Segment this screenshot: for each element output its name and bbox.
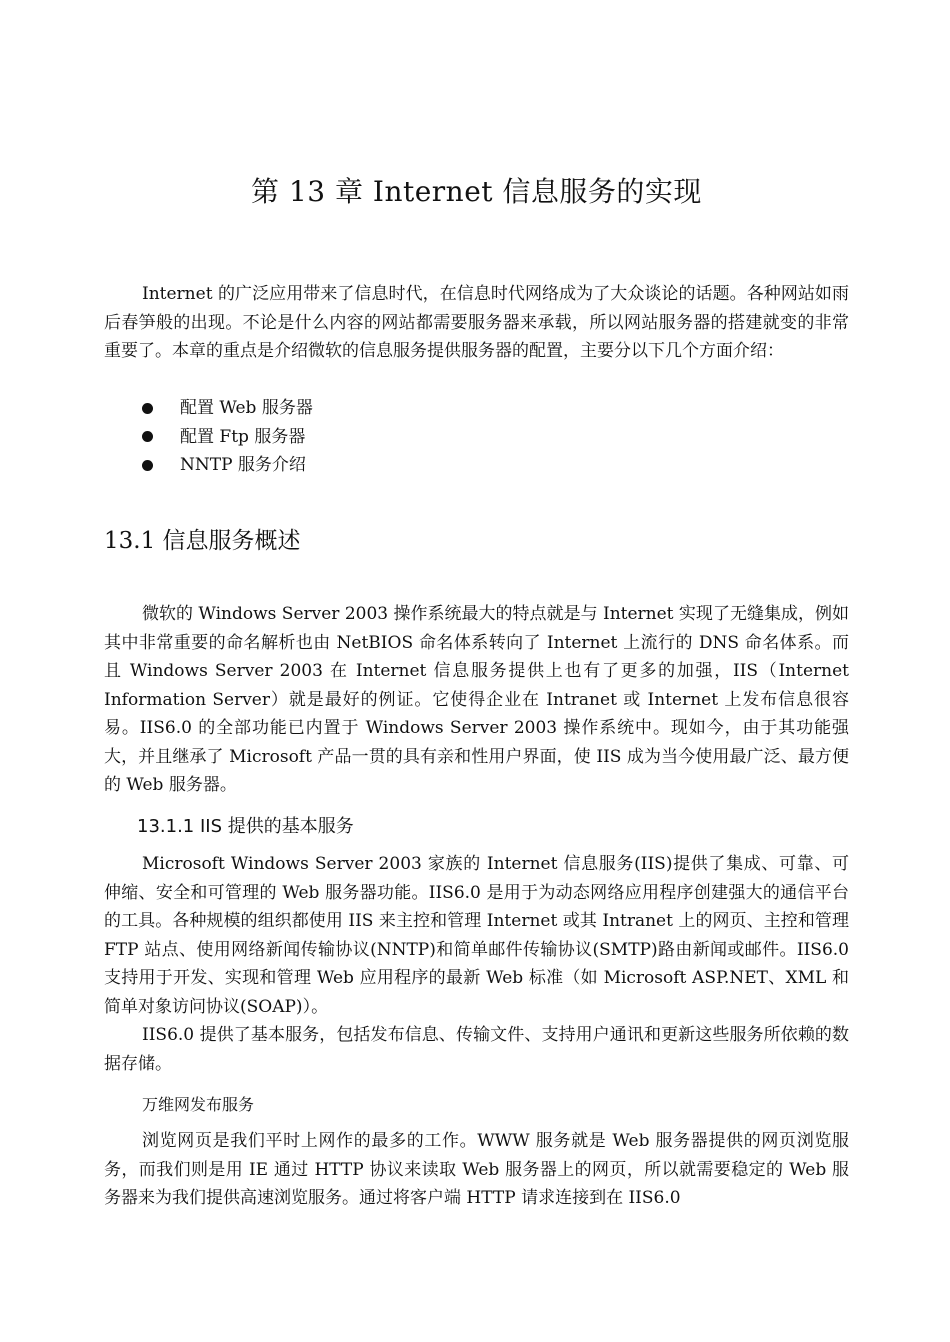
bullet-icon [142,460,153,471]
bullet-icon [142,431,153,442]
list-item-label: NNTP 服务介绍 [180,455,306,475]
intro-paragraph: Internet 的广泛应用带来了信息时代，在信息时代网络成为了大众谈论的话题。各种网站如雨后春笋般的出现。不论是什么内容的网站都需要服务器来承载，所以网站服务器的搭建就变的非常重要了。本章的重点是介绍微软的信息服务提供服务器的配置，主要分以下几个方面介绍： [104,284,849,361]
list-item [142,423,313,452]
chapter-title: 第 13 章 Internet 信息服务的实现 [251,175,702,208]
section-13-1-1-paragraph-1: Microsoft Windows Server 2003 家族的 Internet 信息服务(IIS)提供了集成、可靠、可伸缩、安全和可管理的 Web 服务器功能。IIS6.0 是用于为动态网络应用程序创建强大的通信平台的工具。各种规模的组织都使用 IIS 来主控和管理 Internet 或其 Intranet 上的网页、主控和管理 FTP 站点、使用网络新闻传输协议(NNTP)和简单邮件传输协议(SMTP)路由新闻或邮件。IIS6.0 支持用于开发、实现和管理 Web 应用程序的最新 Web 标准（如 Microsoft ASP.NET、XML 和简单对象访问协议(SOAP)）。 [104,854,849,1017]
subsection-heading-www: 万维网发布服务 [142,1095,255,1114]
www-service-paragraph: 浏览网页是我们平时上网作的最多的工作。WWW 服务就是 Web 服务器提供的网页浏览服务，而我们则是用 IE 通过 HTTP 协议来读取 Web 服务器上的网页，所以就需要稳定的 Web 服务器来为我们提供高速浏览服务。通过将客户端 HTTP 请求连接到在 IIS6.0 [104,1131,849,1208]
bullet-icon [142,403,153,414]
list-item [142,451,313,480]
section-heading-13-1: 13.1 信息服务概述 [104,528,301,554]
list-item-label: 配置 Web 服务器 [180,398,313,418]
list-item-label: 配置 Ftp 服务器 [180,426,306,447]
section-13-1-paragraph: 微软的 Windows Server 2003 操作系统最大的特点就是与 Internet 实现了无缝集成，例如其中非常重要的命名解析也由 NetBIOS 命名体系转向了 Internet 上流行的 DNS 命名体系。而且 Windows Server 2003 在 Internet 信息服务提供上也有了更多的加强，IIS（Internet Information Server）就是最好的例证。它使得企业在 Intranet 或 Internet 上发布信息很容易。IIS6.0 的全部功能已内置于 Windows Server 2003 操作系统中。现如今，由于其功能强大，并且继承了 Microsoft 产品一贯的具有亲和性用户界面，使 IIS 成为当今使用最广泛、最方便的 Web 服务器。 [104,604,849,795]
list-item [142,394,313,423]
section-heading-13-1-1: 13.1.1 IIS 提供的基本服务 [137,816,354,837]
section-13-1-1-paragraph-2: IIS6.0 提供了基本服务，包括发布信息、传输文件、支持用户通讯和更新这些服务所依赖的数据存储。 [104,1025,849,1074]
topic-list [142,394,313,480]
